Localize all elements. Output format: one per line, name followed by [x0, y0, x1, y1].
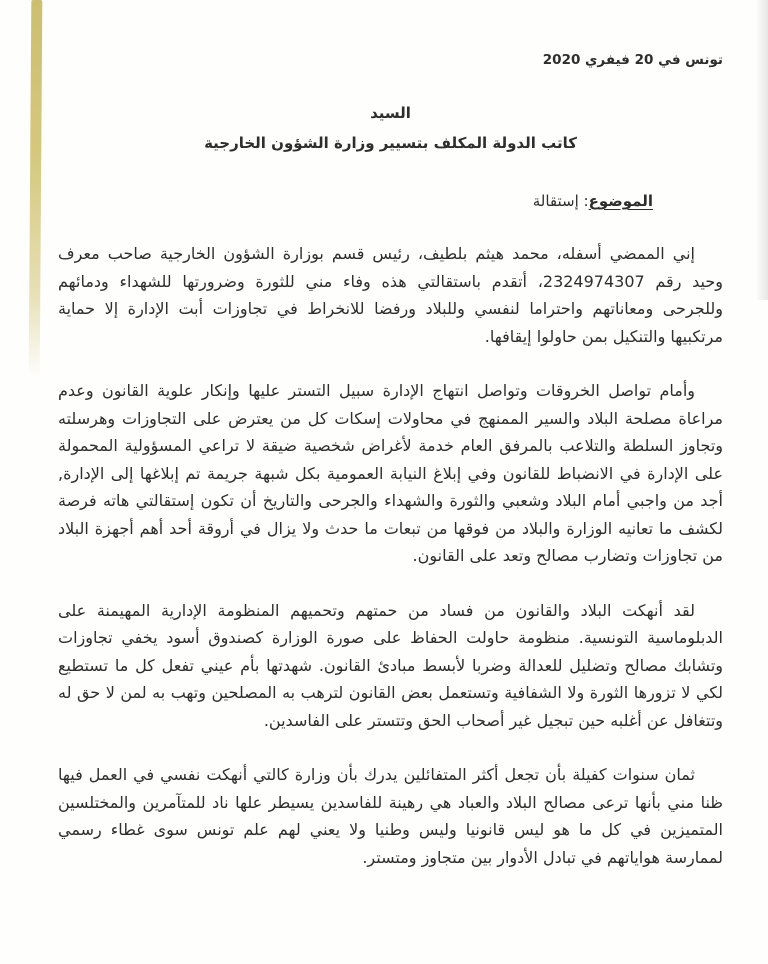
body-paragraph: لقد أنهكت البلاد والقانون من فساد من حمتهم وتحميهم المنظومة الإدارية المهيمنة على الدبلوماسية التونسية. منظومة حاولت الحفاظ على صورة الوزارة كصندوق أسود يخفي تجاوزات وتشابك مصالح وتضليل للعدالة وضربا لأبسط مبادئ القانون. شهدتها بأم عيني تفعل كل ما تستطيع لكي لا تزورها الثورة ولا الشفافية وتستعمل بعض القانون لترهب به المصلحين وتهب به لمن لا حق له وتتغافل عن أغلبه حين تبجيل غير أصحاب الحق وتتستر على الفاسدين. [58, 600, 723, 730]
addressee-role: كاتب الدولة المكلف بتسيير وزارة الشؤون الخارجية [204, 134, 577, 152]
body-paragraph: إني الممضي أسفله، محمد هيثم بلطيف، رئيس قسم بوزارة الشؤون الخارجية صاحب معرف وحيد رقم 2324974307، أتقدم باستقالتي هذه وفاء مني للثورة وضرورتها للشهداء ودمائهم وللجرحى ومعاناتهم واحتراما لنفسي وللبلاد ورفضا للانخراط في تجاوزات أبت الإدارة إلا حماية مرتكبيها والتنكيل بمن حاولوا إيقافها. [58, 244, 723, 346]
addressee-title: السيد [370, 104, 411, 122]
addressee-block [58, 98, 723, 158]
subject-value: : إستقالة [532, 192, 589, 210]
date-line: تونس في 20 فيفري 2020 [542, 52, 723, 68]
subject-line [58, 192, 723, 210]
body-paragraph: وأمام تواصل الخروقات وتواصل انتهاج الإدارة سبيل التستر عليها وإنكار علوية القانون وعدم مراعاة مصلحة البلاد والسير الممنهج في محاولات إسكات كل من يعترض على التجاوزات وهرسلته وتجاوز السلطة والتلاعب بالمرفق العام خدمة لأغراض شخصية ضيقة لا تراعي المسؤولية المحمولة على الإدارة في الانضباط للقانون وفي إبلاغ النيابة العمومية بكل شبهة جريمة تم إبلاغها إلى الإدارة, أجد من واجبي أمام البلاد وشعبي والثورة والشهداء والجرحى والتاريخ أن تكون إستقالتي هاته فرصة لكشف ما تعانيه الوزارة والبلاد من فوقها من تبعات ما حدث ولا يزال في أروقة أحد أهم أجهزة البلاد من تجاوزات وتضارب مصالح وتعد على القانون. [58, 381, 723, 565]
body-paragraph: ثمان سنوات كفيلة بأن تجعل أكثر المتفائلين يدرك بأن وزارة كالتي أنهكت نفسي في العمل فيها ظنا مني بأنها ترعى مصالح البلاد والعباد هي رهينة للفاسدين يسيطر علها ناد للمتآمرين والمختلسين المتميزين في كل ما هو ليس قانونيا وليس وطنيا ولا يعني لهم علم تونس سوى غطاء رسمي لممارسة هواياتهم في تبادل الأدوار بين متجاوز ومتستر. [58, 765, 723, 867]
subject-label: الموضوع [588, 192, 653, 210]
letter-body [58, 240, 723, 871]
